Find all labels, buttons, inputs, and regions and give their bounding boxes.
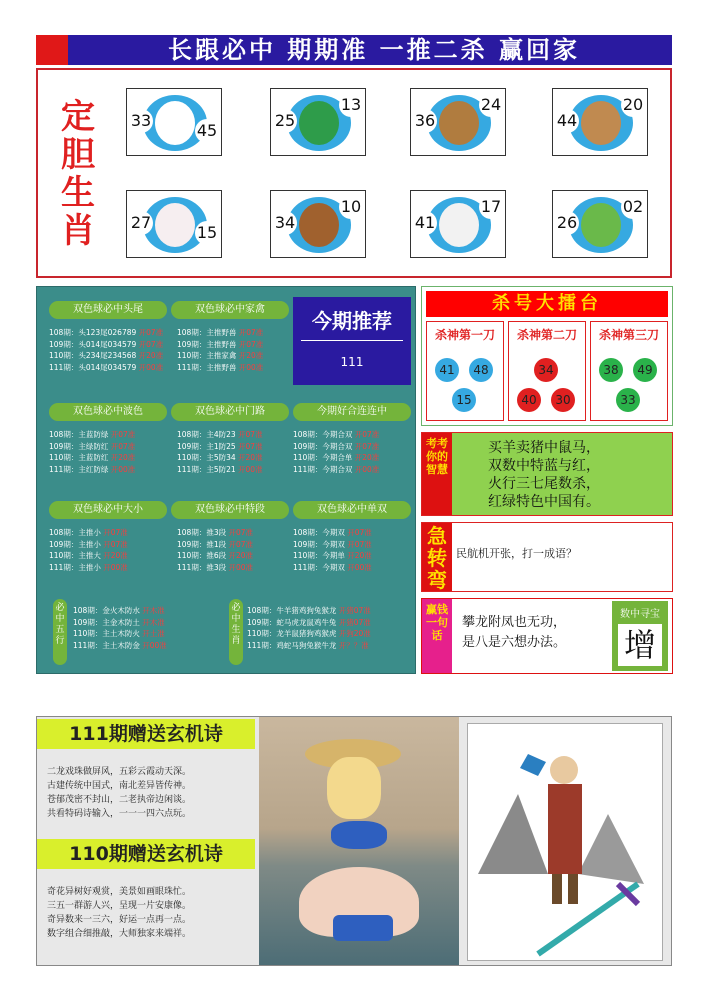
- list-item-text: 110期：今期合单: [293, 453, 353, 462]
- list-item-result: 开07准: [235, 430, 263, 439]
- list-item-text: 108期：主推野兽: [177, 328, 237, 337]
- list-item-text: 111期：主推小: [49, 562, 101, 572]
- list-item-result: 开20准: [226, 551, 254, 560]
- brain-teaser-label: 急转弯: [422, 523, 452, 591]
- kill-ball: 15: [452, 388, 476, 412]
- win-money-text: [462, 613, 566, 653]
- swimsuit-top-shape: [331, 821, 387, 849]
- list-item-text: 109期：蛇马虎龙鼠鸡牛兔: [247, 617, 337, 627]
- wisdom-panel: [421, 432, 673, 516]
- zodiac-card-cow: [410, 190, 506, 258]
- list-item-result: 开20准: [136, 351, 164, 360]
- list-item-text: 109期：主推野兽: [177, 339, 237, 349]
- list-item-result: 开20准: [235, 453, 263, 462]
- monkey-icon: [299, 203, 339, 247]
- list-item: [293, 452, 379, 464]
- list-item-text: 108期：今期合双: [293, 430, 353, 439]
- recommend-value: 111: [340, 355, 364, 369]
- list-item: [49, 339, 163, 351]
- list-item-result: 开00准: [344, 562, 372, 572]
- dog-icon: [581, 101, 621, 145]
- wisdom-text: [488, 439, 600, 511]
- text-line: 古建传统中国式，南北差异皆传神。: [47, 781, 192, 791]
- text-line: 三五一群游人兴，呈现一片安康像。: [47, 901, 192, 911]
- list-item-text: 110期：主推家禽: [177, 351, 237, 360]
- header-size: 双色球必中大小: [49, 501, 167, 519]
- list-item-text: 109期：主1防25: [177, 441, 236, 451]
- list-head-tail: [49, 327, 163, 373]
- list-item: [49, 452, 135, 464]
- list-item: [177, 562, 253, 574]
- list-poultry: [177, 327, 263, 373]
- text-line: 奇花异树好观赏，美景如画眼珠忙。: [47, 887, 192, 897]
- knife-two: [508, 321, 586, 421]
- zodiac-number: 24: [479, 93, 503, 117]
- rooster-icon: [155, 101, 195, 145]
- list-item: [49, 562, 128, 574]
- poem-text-110: [47, 885, 267, 941]
- header-wave-color: 双色球必中波色: [49, 403, 167, 421]
- list-item: [247, 640, 371, 652]
- list-item-text: 110期：主土木防火: [73, 629, 140, 638]
- list-item-text: 108期：主推小: [49, 528, 101, 537]
- list-item-result: 开猪07准: [336, 606, 371, 615]
- list-item: [49, 350, 163, 362]
- list-item: [177, 327, 263, 339]
- zodiac-card-monkey: [270, 190, 366, 258]
- list-item-text: 111期：今期合双: [293, 464, 353, 474]
- text-line: 红绿特色中国有。: [488, 494, 600, 510]
- text-line: 双数中特蓝与红，: [488, 458, 600, 474]
- kill-ball: 34: [534, 358, 558, 382]
- list-item-text: 111期：主土木防金: [73, 640, 140, 650]
- brain-teaser-panel: [421, 522, 673, 592]
- list-item-result: 开07准: [100, 539, 128, 549]
- list-item-result: 开07准: [136, 328, 164, 337]
- zodiac-card-dragon: [552, 190, 648, 258]
- list-item-result: 开07准: [236, 328, 264, 337]
- kill-ball: 30: [551, 388, 575, 412]
- list-gate-road: [177, 429, 263, 475]
- list-item: [49, 429, 135, 441]
- list-item: [177, 464, 263, 476]
- list-item-result: 开07准: [352, 430, 380, 439]
- list-item-result: 开00准: [108, 464, 136, 474]
- kill-ball: 49: [633, 358, 657, 382]
- list-item-text: 111期：主推野兽: [177, 362, 237, 372]
- poem-text-111: [47, 765, 267, 821]
- text-line: 攀龙附凤也无功，: [462, 615, 567, 630]
- cow-icon: [439, 203, 479, 247]
- illustration-sage-sword: [467, 723, 663, 961]
- list-item-result: 开00准: [100, 562, 128, 572]
- list-item-result: 开07准: [100, 528, 128, 537]
- list-item: [177, 362, 263, 374]
- poem-title-110: 110期赠送玄机诗: [37, 839, 255, 869]
- rabbit-icon: [155, 203, 195, 247]
- zodiac-card-ox: [410, 88, 506, 156]
- zodiac-card-snake: [270, 88, 366, 156]
- list-item-result: 开07准: [136, 339, 164, 349]
- list-size: [49, 527, 128, 573]
- list-item-result: 开00准: [235, 464, 263, 474]
- list-item-result: 开猪07准: [336, 617, 371, 627]
- side-label-five-elements: 必中五行: [53, 599, 67, 665]
- zodiac-number: 41: [413, 211, 437, 235]
- list-item: [177, 429, 263, 441]
- list-item: [177, 539, 253, 551]
- header-odd-even: 双色球必中单双: [293, 501, 411, 519]
- list-item: [177, 452, 263, 464]
- list-item: [49, 527, 128, 539]
- list-good-combo: [293, 429, 379, 475]
- list-item-result: 开07准: [344, 528, 372, 537]
- list-item: [177, 339, 263, 351]
- knife-three-label: 杀神第三刀: [598, 328, 659, 342]
- win-money-panel: [421, 598, 673, 674]
- zodiac-number: 02: [621, 195, 645, 219]
- list-item: [293, 562, 372, 574]
- list-item-text: 111期：主红防绿: [49, 464, 109, 474]
- zodiac-number: 20: [621, 93, 645, 117]
- list-item-text: 110期：主蓝防红: [49, 453, 109, 462]
- kill-ball: 38: [599, 358, 623, 382]
- list-item: [247, 628, 371, 640]
- list-wave-color: [49, 429, 135, 475]
- text-line: 苍郁茂密不封山，二老执帝边闲谈。: [47, 795, 192, 805]
- list-item-result: 开20准: [236, 351, 264, 360]
- list-item-result: 开20准: [352, 453, 380, 462]
- list-item-result: 开07准: [226, 539, 254, 549]
- treasure-badge: [612, 601, 668, 671]
- banner-red-block: [36, 35, 68, 65]
- text-line: 是八是六想办法。: [462, 635, 567, 650]
- wisdom-label: 考考你的智慧: [422, 433, 452, 515]
- list-item: [49, 550, 128, 562]
- list-item: [293, 464, 379, 476]
- zodiac-card-rooster: [126, 88, 222, 156]
- list-item-text: 108期：头123尾026789: [49, 328, 137, 337]
- list-item-result: 开07准: [352, 441, 380, 451]
- list-item-text: 108期：今期双: [293, 528, 345, 537]
- zodiac-number: 26: [555, 211, 579, 235]
- header-special-section: 双色球必中特段: [171, 501, 289, 519]
- dragon-icon: [581, 203, 621, 247]
- list-item-result: 开00准: [236, 362, 264, 372]
- this-period-recommend: [293, 297, 411, 385]
- prediction-panel: [36, 286, 416, 674]
- list-item-text: 110期：推6段: [177, 551, 227, 560]
- kill-title: 杀号大擂台: [426, 291, 668, 317]
- swimsuit-bottom-shape: [333, 915, 393, 941]
- list-item-text: 108期：推3段: [177, 528, 227, 537]
- zodiac-card-rabbit: [126, 190, 222, 258]
- list-item-text: 111期：今期双: [293, 562, 345, 572]
- zodiac-number: 13: [339, 93, 363, 117]
- list-item-result: 开00准: [226, 562, 254, 572]
- list-item-text: 108期：主4防23: [177, 430, 236, 439]
- zodiac-number: 45: [195, 119, 219, 143]
- text-line: 二龙戏珠做屏风，五彩云霞动天深。: [47, 767, 192, 777]
- header-good-combo: 今期好合连连中: [293, 403, 411, 421]
- list-item-result: 开07准: [235, 441, 263, 451]
- list-five-elements: [73, 605, 167, 651]
- knife-two-label: 杀神第二刀: [516, 328, 577, 342]
- list-item-text: 111期：主5防21: [177, 464, 236, 474]
- list-item: [177, 527, 253, 539]
- list-item: [49, 362, 163, 374]
- zodiac-number: 17: [479, 195, 503, 219]
- win-money-label: 赢钱一句话: [422, 599, 452, 673]
- treasure-char: 增: [618, 624, 662, 666]
- list-item-result: 开土准: [139, 629, 165, 638]
- list-item: [293, 550, 372, 562]
- banner-text: 长跟必中 期期准 一推二杀 赢回家: [167, 36, 581, 64]
- list-item: [247, 605, 371, 617]
- list-item-text: 108期：主蓝防绿: [49, 430, 109, 439]
- list-item: [293, 527, 372, 539]
- list-item: [177, 550, 253, 562]
- list-item-text: 109期：主绿防红: [49, 441, 109, 451]
- snake-icon: [299, 101, 339, 145]
- list-item-result: 开07准: [344, 539, 372, 549]
- text-line: 奇异数来一三六，好运一点再一点。: [47, 915, 192, 925]
- list-item-text: 110期：主5防34: [177, 453, 236, 462]
- treasure-label: 数中寻宝: [620, 609, 660, 620]
- list-item: [293, 441, 379, 453]
- list-item: [73, 628, 167, 640]
- list-item-result: 开00准: [136, 362, 164, 372]
- list-item: [49, 464, 135, 476]
- list-item-result: 开07准: [108, 441, 136, 451]
- list-odd-even: [293, 527, 372, 573]
- list-item-text: 108期：牛羊猪鸡狗兔猴龙: [247, 606, 337, 615]
- sage-sword-icon: [468, 724, 664, 962]
- list-item-result: 开20准: [344, 551, 372, 560]
- list-item-text: 109期：主金木防土: [73, 617, 140, 627]
- list-item: [293, 539, 372, 551]
- knife-one: [426, 321, 504, 421]
- list-item-result: 开？？准: [336, 640, 369, 650]
- kill-ball: 40: [517, 388, 541, 412]
- text-line: 共看特码诗输入，一一一四六点玩。: [47, 809, 192, 819]
- recommend-title: 今期推荐: [312, 309, 392, 333]
- header-poultry: 双色球必中家禽: [171, 301, 289, 319]
- list-item: [177, 441, 263, 453]
- list-item-result: 开20准: [108, 453, 136, 462]
- list-item: [73, 640, 167, 652]
- list-item-result: 开20准: [100, 551, 128, 560]
- text-line: 数字组合细推敲，大师独家来端祥。: [47, 929, 192, 939]
- kill-ball: 41: [435, 358, 459, 382]
- zodiac-number: 10: [339, 195, 363, 219]
- text-line: 买羊卖猪中鼠马，: [488, 440, 600, 456]
- list-item-result: 开07准: [108, 430, 136, 439]
- zodiac-number: 34: [273, 211, 297, 235]
- poem-title-111: 111期赠送玄机诗: [37, 719, 255, 749]
- list-item-text: 108期：金火木防水: [73, 606, 140, 615]
- poem-panel: [36, 716, 672, 966]
- side-label-zodiac: 必中生肖: [229, 599, 243, 665]
- top-banner: [36, 35, 672, 65]
- list-item-result: 开00准: [139, 640, 167, 650]
- list-item: [49, 441, 135, 453]
- zodiac-number: 15: [195, 221, 219, 245]
- kill-ball: 48: [469, 358, 493, 382]
- list-item-text: 111期：鸡蛇马狗兔猴牛龙: [247, 640, 337, 650]
- list-item: [49, 539, 128, 551]
- knife-one-label: 杀神第一刀: [434, 328, 495, 342]
- list-item: [293, 429, 379, 441]
- list-item-text: 111期：头014尾034579: [49, 362, 137, 372]
- list-item-result: 开木准: [139, 617, 165, 627]
- list-item-text: 109期：头014尾034579: [49, 339, 137, 349]
- zodiac-number: 33: [129, 109, 153, 133]
- ox-icon: [439, 101, 479, 145]
- list-item: [49, 327, 163, 339]
- list-item: [73, 605, 167, 617]
- zodiac-panel: [36, 68, 672, 278]
- knife-three: [590, 321, 668, 421]
- zodiac-number: 36: [413, 109, 437, 133]
- list-item-result: 开07准: [236, 339, 264, 349]
- header-gate-road: 双色球必中门路: [171, 403, 289, 421]
- list-zodiac: [247, 605, 371, 651]
- list-item: [73, 617, 167, 629]
- list-item-text: 110期：今期单: [293, 551, 345, 560]
- list-item: [177, 350, 263, 362]
- list-item-text: 109期：今期双: [293, 539, 345, 549]
- list-item-result: 开07准: [226, 528, 254, 537]
- text-line: 火行三七尾数杀，: [488, 476, 600, 492]
- list-item-text: 109期：主推小: [49, 539, 101, 549]
- list-item: [247, 617, 371, 629]
- header-head-tail: 双色球必中头尾: [49, 301, 167, 319]
- zodiac-title: 定胆生肖: [61, 97, 95, 251]
- list-item-text: 110期：主推大: [49, 551, 101, 560]
- zodiac-number: 27: [129, 211, 153, 235]
- kill-number-panel: [421, 286, 673, 426]
- brain-teaser-text: 民航机开张，打一成语？: [456, 547, 577, 560]
- kill-ball: 33: [616, 388, 640, 412]
- hair-shape: [327, 757, 381, 819]
- photo-woman-beach: [259, 717, 459, 965]
- list-item-result: 开狗20准: [336, 629, 371, 638]
- list-special-section: [177, 527, 253, 573]
- zodiac-number: 25: [273, 109, 297, 133]
- zodiac-card-dog: [552, 88, 648, 156]
- zodiac-number: 44: [555, 109, 579, 133]
- recommend-divider: [301, 340, 403, 341]
- list-item-text: 109期：推1段: [177, 539, 227, 549]
- list-item-result: 开木准: [139, 606, 165, 615]
- list-item-text: 111期：推3段: [177, 562, 227, 572]
- list-item-result: 开00准: [352, 464, 380, 474]
- list-item-text: 110期：龙羊鼠猪狗鸡猴虎: [247, 629, 337, 638]
- list-item-text: 109期：今期合双: [293, 441, 353, 451]
- list-item-text: 110期：头234尾234568: [49, 351, 137, 360]
